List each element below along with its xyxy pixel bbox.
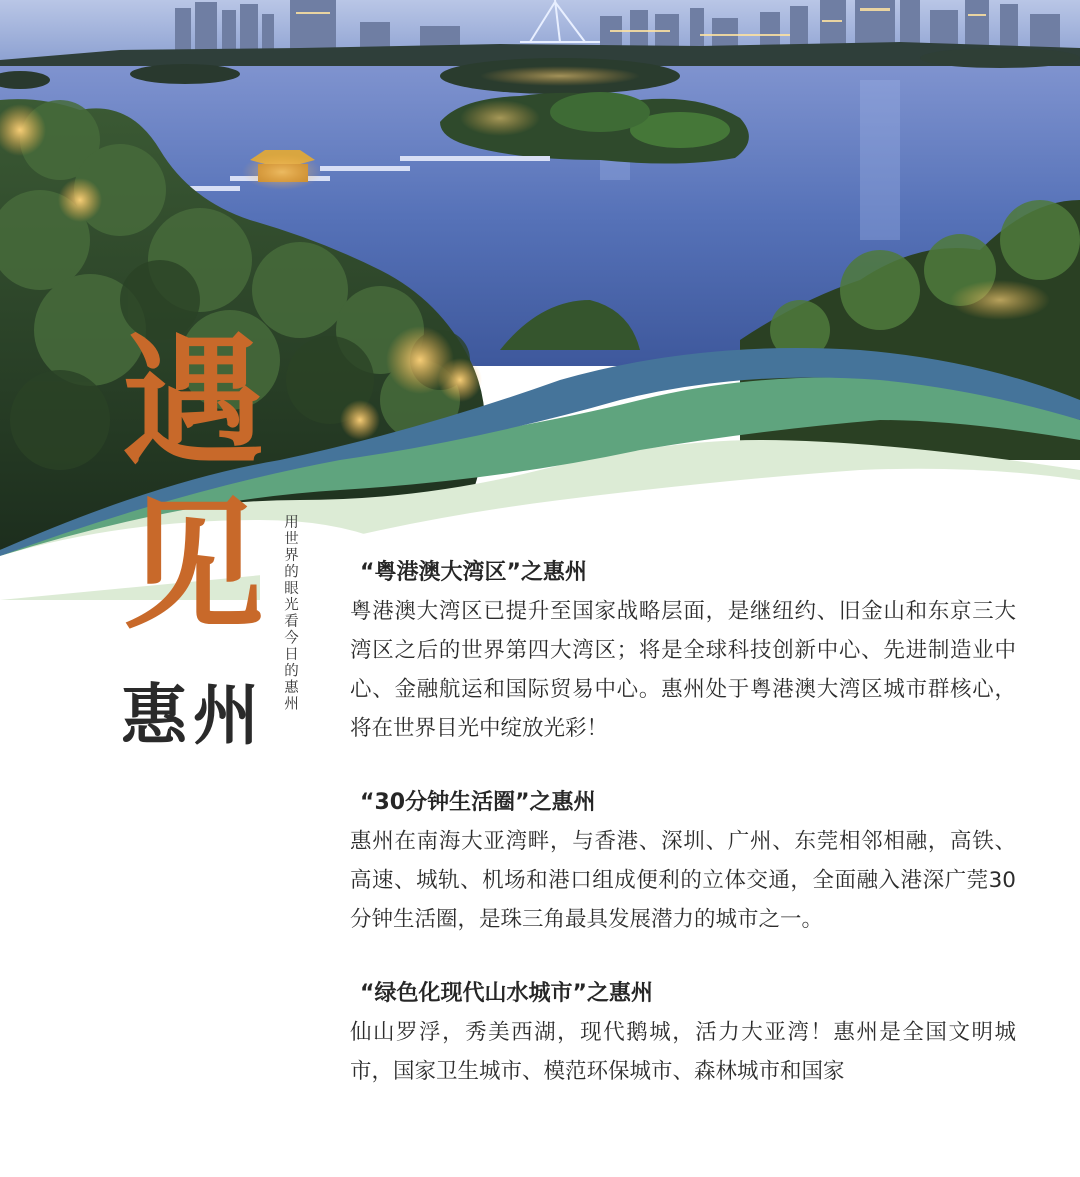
- title-character-yu: 遇: [122, 320, 264, 485]
- section-body: 惠州在南海大亚湾畔，与香港、深圳、广州、东莞相邻相融，高铁、高速、城轨、机场和港口组成便利的立体交通，全面融入港深广莞30分钟生活圈，是珠三角最具发展潜力的城市之一。: [350, 829, 1016, 932]
- section-green-city: [350, 977, 1016, 1091]
- section-body: 仙山罗浮，秀美西湖，现代鹅城，活力大亚湾！惠州是全国文明城市，国家卫生城市、模范环保城市、森林城市和国家: [350, 1020, 1016, 1084]
- title-character-jian: 见: [122, 484, 264, 649]
- section-body: 粤港澳大湾区已提升至国家战略层面，是继纽约、旧金山和东京三大湾区之后的世界第四大湾区；将是全球科技创新中心、先进制造业中心、金融航运和国际贸易中心。惠州处于粤港澳大湾区城市群核心，将在世界目光中绽放光彩！: [350, 599, 1016, 741]
- title-city-name: 惠州: [121, 676, 265, 754]
- section-greater-bay-area: [350, 556, 1016, 748]
- section-30-minute-circle: [350, 786, 1016, 939]
- content-sections: [350, 556, 1016, 1129]
- section-heading: “30分钟生活圈”之惠州: [360, 790, 596, 815]
- section-heading: “粤港澳大湾区”之惠州: [360, 560, 587, 585]
- vertical-slogan: 用世界的眼光看今日的惠州: [282, 514, 298, 712]
- section-heading: “绿色化现代山水城市”之惠州: [360, 981, 653, 1006]
